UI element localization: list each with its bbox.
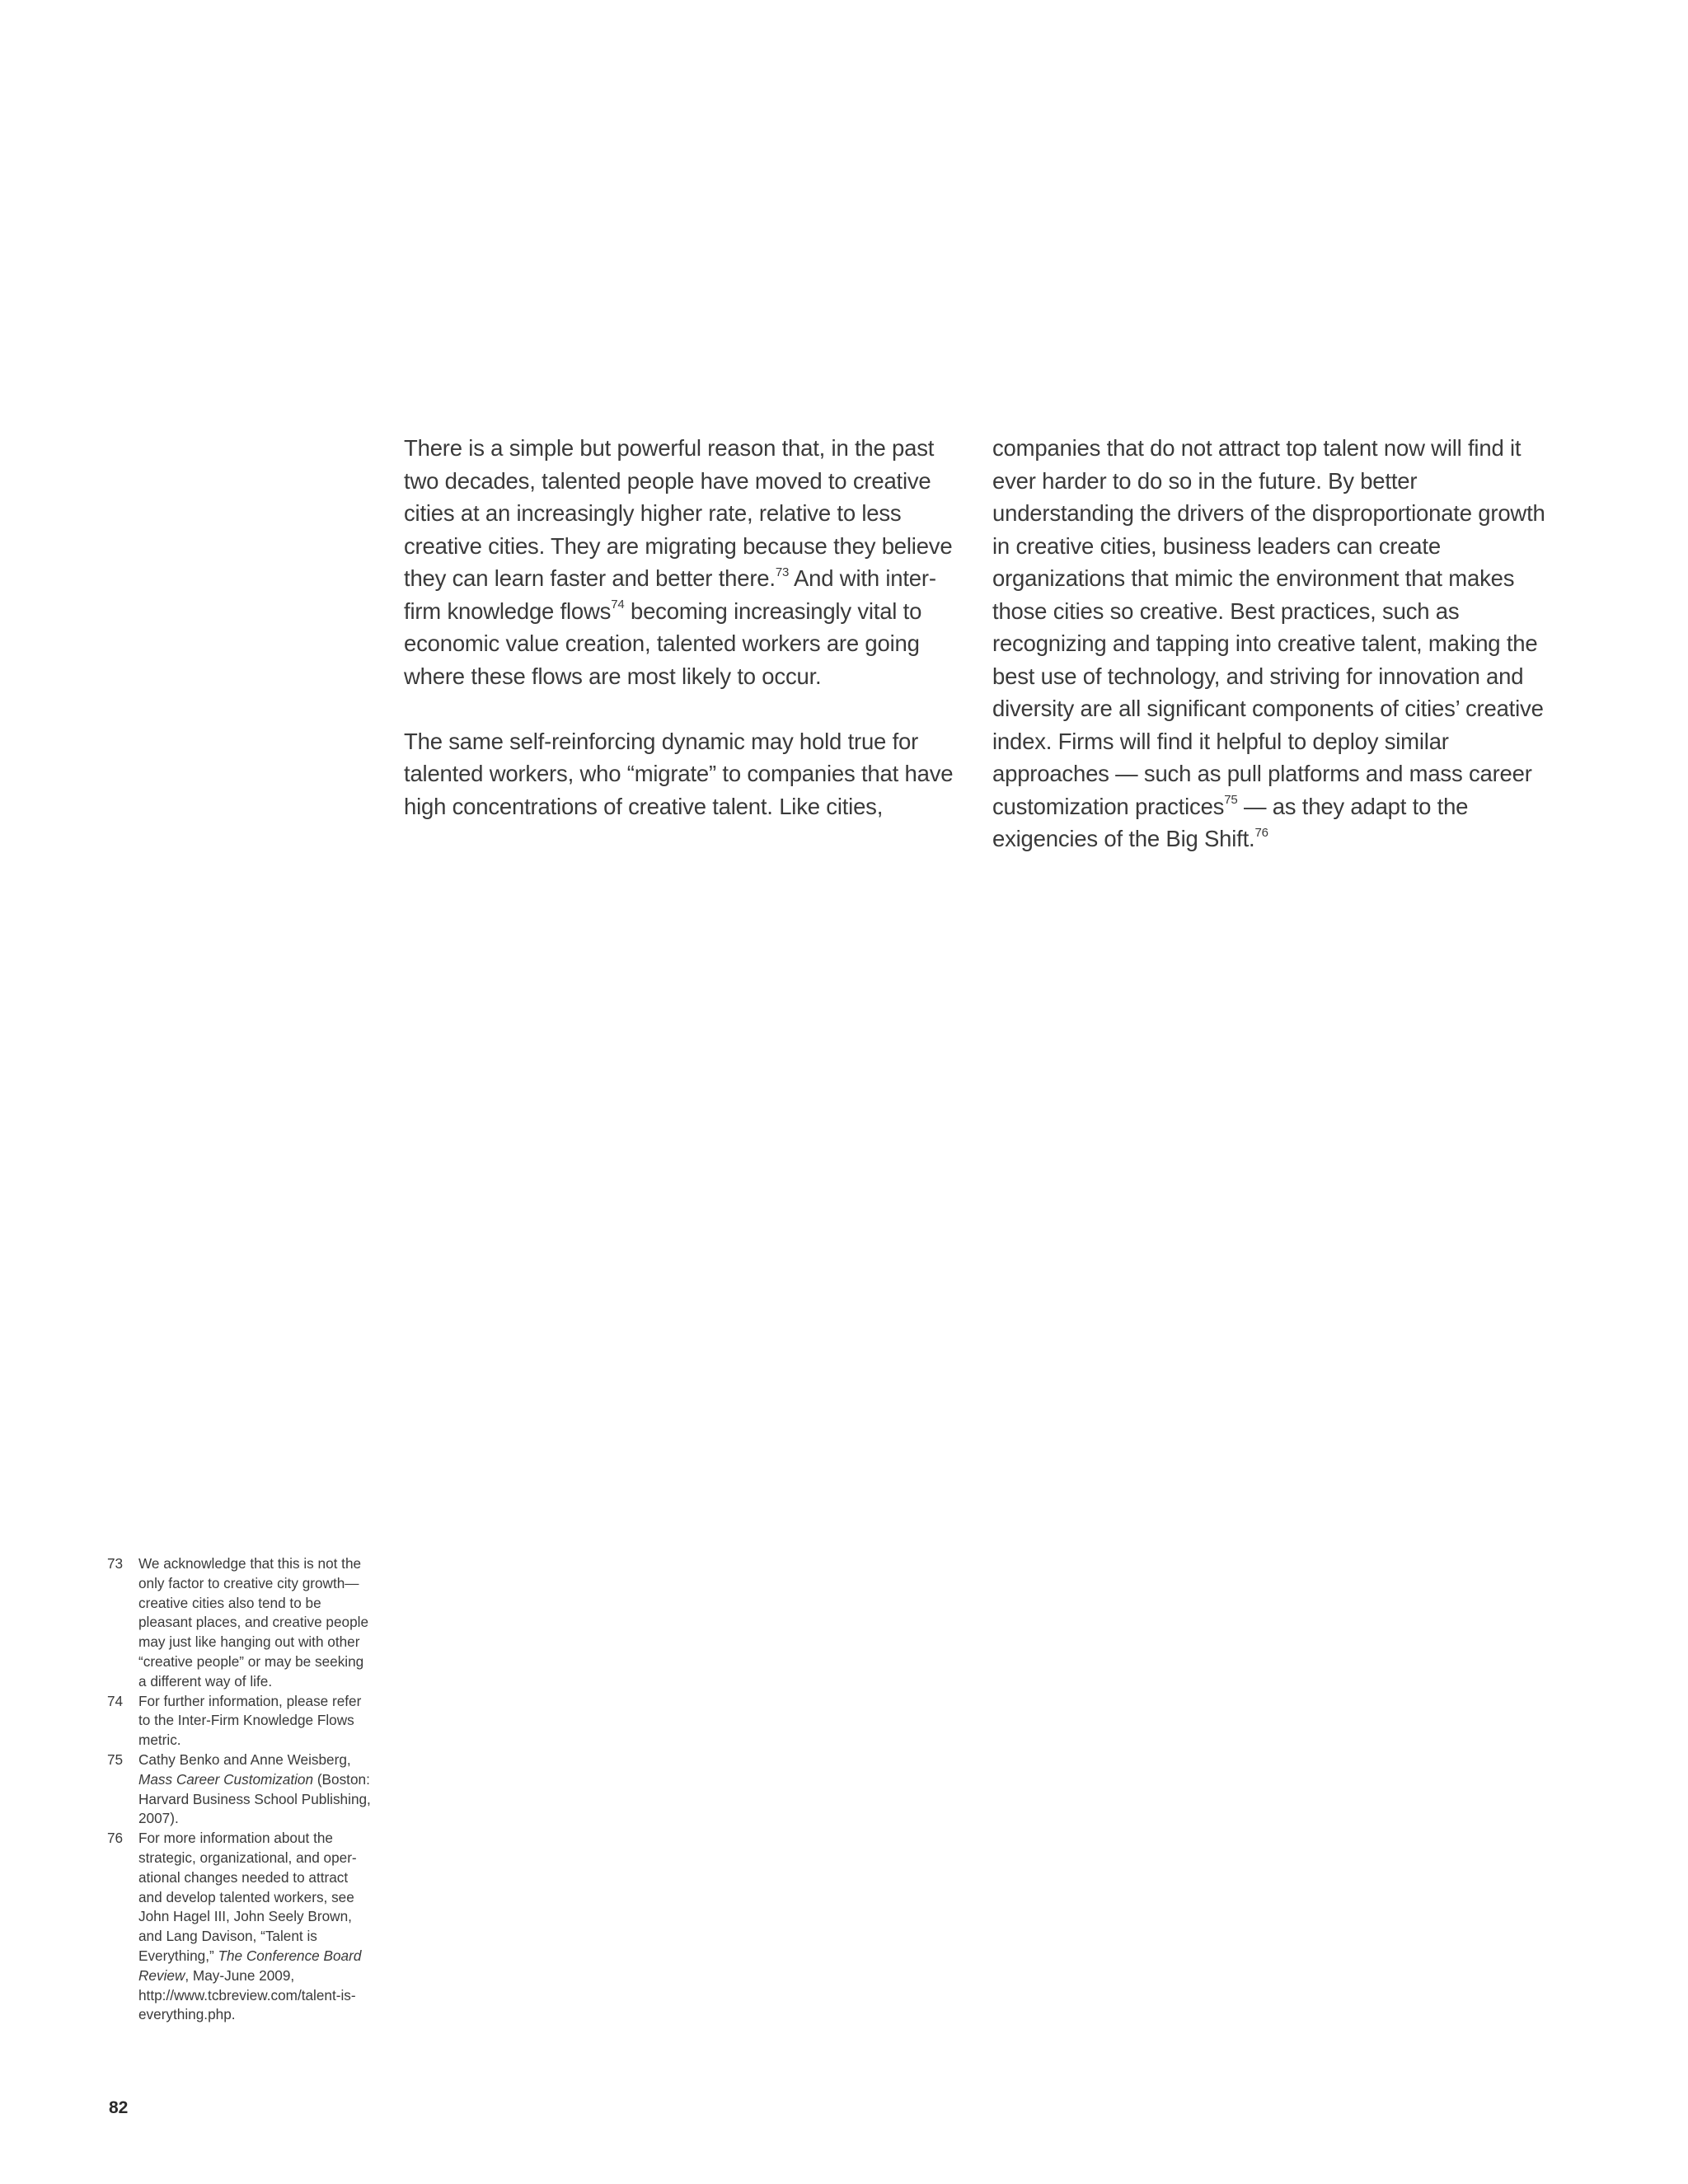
paragraph: The same self-reinforcing dynamic may hold true for talented workers, who “migrate” to companies that have high concentrations of creative talent. Like cities, <box>404 728 954 819</box>
body-column-left <box>404 432 973 823</box>
footnote-text: For further information, please refer to the Inter-Firm Knowledge Flows metric. <box>138 1692 362 1749</box>
footnote <box>107 1554 371 1692</box>
paragraph: companies that do not attract top talent now will find it ever harder to do so in the future. By better understanding the drivers of the disproportionate growth in creative cities, business leaders can create organizations that mimic the environment that makes those cities so creative. Best practices, such as recognizing and tapping into creative talent, making the best use of technology, and striving for innovation and diversity are all significant components of cities’ creative index. Firms will find it helpful to deploy similar approaches — such as pull platforms and mass career customization practices$^{75}$ — as they adapt to the exigencies of the Big Shift.$^{76}$ <box>992 435 1545 851</box>
footnote-ref[interactable]: 73 <box>775 565 790 579</box>
footnotes <box>107 1554 371 2025</box>
footnote-ref[interactable]: 75 <box>1224 793 1238 808</box>
footnote-text: We acknowledge that this is not the only factor to creative city growth—creative cities also tend to be pleasant places, and creative people may just like hanging out with other “creative people” or may be seeking a different way of life. <box>138 1555 369 1690</box>
footnote-number: 73 <box>107 1555 124 1572</box>
paragraph: There is a simple but powerful reason that, in the past two decades, talented people have moved to creative cities at an increasingly higher rate, relative to less creative cities. They are migrating because they believe they can learn faster and better there.$^{73}$ And with inter-firm knowledge flows$^{74}$ becoming increasingly vital to economic value creation, talented workers are going where these flows are most likely to occur. <box>404 435 953 689</box>
footnote-number: 75 <box>107 1750 124 1768</box>
footnote-text: Cathy Benko and Anne Weisberg, Mass Career Customization (Boston: Harvard Business School Publishing, 2007). <box>138 1750 371 1827</box>
footnote-number: 74 <box>107 1692 124 1709</box>
footnote <box>107 1750 371 1829</box>
footnote-number: 76 <box>107 1830 124 1847</box>
page-number: 82 <box>109 2098 129 2117</box>
footnote <box>107 1692 371 1750</box>
body-column-right <box>992 432 1561 855</box>
footnote-text: For more information about the strategic, organizational, and oper-ational changes needed to attract and develop talented workers, see John Hagel III, John Seely Brown, and Lang Davison, “Talent is Everything,” The Conference Board Review, May-June 2009, http://www.tcbreview.com/talent-is-everything.php. <box>138 1830 362 2023</box>
footnote-ref[interactable]: 76 <box>1254 825 1268 840</box>
footnote <box>107 1829 371 2025</box>
footnote-ref[interactable]: 74 <box>611 598 625 612</box>
